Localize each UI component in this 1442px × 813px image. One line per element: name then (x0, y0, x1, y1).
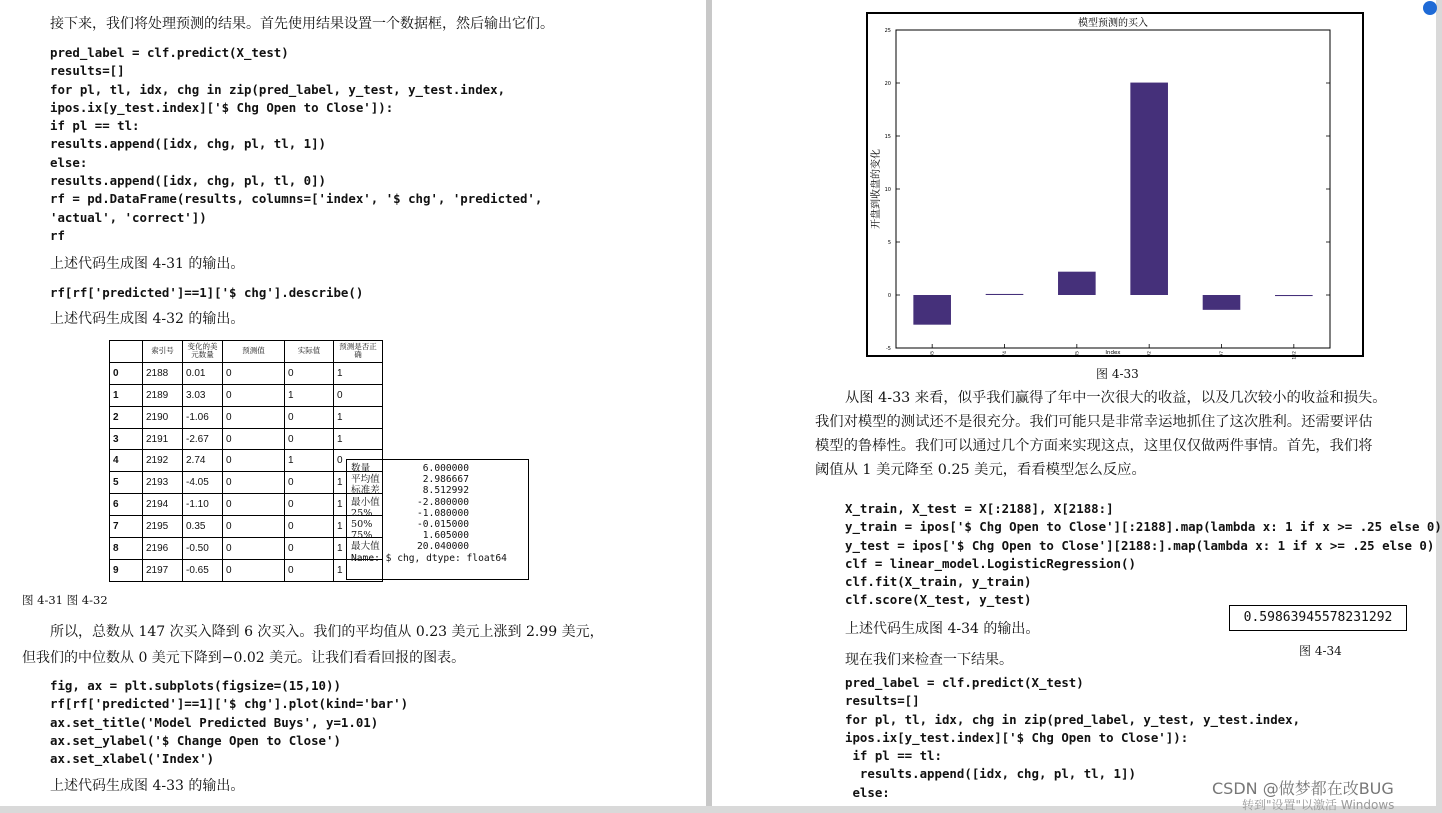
code4-line: clf.score(X_test, y_test) (845, 592, 1032, 608)
table-cell: 1 (334, 538, 383, 560)
table-header-cell: 索引号 (143, 341, 183, 363)
table-cell: 0 (285, 428, 334, 450)
table-cell: 1 (334, 362, 383, 384)
y-tick-label: 20 (884, 81, 891, 87)
figure-caption-4-31-4-32: 图 4-31 图 4-32 (22, 593, 108, 607)
table-cell: 0 (223, 450, 285, 472)
describe-row (351, 508, 528, 519)
table-row (110, 472, 383, 494)
table-row (110, 384, 383, 406)
code1-line: 'actual', 'correct']) (50, 209, 207, 225)
table-row (110, 450, 383, 472)
table-cell: -4.05 (183, 472, 223, 494)
paragraph-check-results: 现在我们来检查一下结果。 (845, 652, 1013, 668)
table-cell: 2196 (143, 538, 183, 560)
y-tick-label: -5 (886, 346, 891, 352)
y-tick-label: 0 (887, 293, 891, 299)
table-cell: 0 (285, 362, 334, 384)
paragraph-line-2: 但我们的中位数从 0 美元下降到−0.02 美元。让我们看看回报的图表。 (22, 650, 466, 666)
table-cell: 0 (285, 538, 334, 560)
table-cell: 0 (285, 516, 334, 538)
code1-line: results=[] (50, 63, 125, 79)
table-cell: 2192 (143, 450, 183, 472)
caption-fig-4-33: 上述代码生成图 4-33 的输出。 (50, 778, 245, 794)
y-axis-label: 开盘到收盘的变化 (871, 149, 882, 229)
bookmark-icon[interactable] (1422, 0, 1434, 18)
table-cell: -1.10 (183, 494, 223, 516)
table-cell: 0 (223, 406, 285, 428)
code3-line: ax.set_ylabel('$ Change Open to Close') (50, 732, 341, 748)
analysis-paragraph-line: 阈值从 1 美元降至 0.25 美元，看看模型怎么反应。 (815, 462, 1146, 478)
code-block-describe (50, 284, 363, 302)
table-cell: 0 (223, 559, 285, 581)
describe-stat-label: 最大值 (351, 541, 380, 553)
x-tick-label: 74 (1003, 351, 1008, 357)
table-cell: 2194 (143, 494, 183, 516)
code1-line: results.append([idx, chg, pl, tl, 1]) (50, 136, 327, 152)
windows-activation-watermark: 转到"设置"以激活 Windows (1242, 798, 1395, 812)
x-tick-label: 97 (1220, 351, 1225, 357)
bar-chart (868, 14, 1362, 360)
code4-line: y_test = ipos['$ Chg Open to Close'][2188:].map(lambda x: 1 if x >= .25 else 0) (845, 537, 1435, 553)
figure-caption-4-34: 图 4-34 (1299, 644, 1342, 658)
table-cell: -0.65 (183, 559, 223, 581)
code4-line: clf = linear_model.LogisticRegression() (845, 555, 1136, 571)
bar (1058, 272, 1096, 295)
table-cell: 0 (223, 362, 285, 384)
table-cell: 0 (223, 516, 285, 538)
bar (913, 295, 951, 325)
bar (986, 294, 1024, 295)
x-tick-label: 55 (930, 351, 936, 357)
table-cell: -0.50 (183, 538, 223, 560)
describe-row (351, 463, 528, 474)
code4-line: y_train = ipos['$ Chg Open to Close'][:2188].map(lambda x: 1 if x >= .25 else 0) (845, 519, 1442, 535)
caption-fig-4-34: 上述代码生成图 4-34 的输出。 (845, 621, 1040, 637)
table-cell: 3 (110, 428, 143, 450)
results-dataframe-table (109, 340, 383, 582)
table-cell: 0 (285, 472, 334, 494)
x-tick-label: 85 (1075, 351, 1081, 357)
describe-stat-value: 8.512992 (422, 485, 469, 497)
table-cell: 2197 (143, 559, 183, 581)
bar-chart-figure (866, 12, 1364, 360)
score-output: 0.59863945578231292 (1229, 605, 1407, 631)
table-row (110, 406, 383, 428)
code3-line: fig, ax = plt.subplots(figsize=(15,10)) (50, 678, 341, 693)
describe-row (351, 530, 528, 541)
code1-line: if pl == tl: (50, 118, 140, 134)
table-header-cell: 预测是否正确 (334, 341, 383, 363)
describe-stat-value: 20.040000 (417, 541, 469, 553)
table-row (110, 362, 383, 384)
code-block-threshold (845, 500, 1442, 610)
table-row (110, 538, 383, 560)
table-cell: 6 (110, 494, 143, 516)
describe-row (351, 485, 528, 496)
describe-stat-value: -2.800000 (417, 496, 469, 508)
bar (1130, 83, 1168, 295)
code5-line: pred_label = clf.predict(X_test) (845, 675, 1084, 690)
table-row (110, 516, 383, 538)
table-row (110, 559, 383, 581)
table-cell: 0 (285, 494, 334, 516)
y-tick-label: 25 (884, 28, 891, 34)
table-cell: 0 (223, 384, 285, 406)
table-cell: -2.67 (183, 428, 223, 450)
y-tick-label: 10 (884, 187, 891, 193)
code3-line: ax.set_xlabel('Index') (50, 751, 215, 767)
chart-title: 模型预测的买入 (1078, 18, 1148, 29)
code3-line: ax.set_title('Model Predicted Buys', y=1.01) (50, 714, 379, 730)
table-cell: 1 (334, 494, 383, 516)
table-cell: 2193 (143, 472, 183, 494)
intro-text: 接下来，我们将处理预测的结果。首先使用结果设置一个数据框，然后输出它们。 (50, 16, 554, 32)
describe-stat-value: 6.000000 (422, 463, 469, 474)
code1-line: else: (50, 154, 88, 170)
code1-line: rf (50, 227, 65, 243)
right-page (712, 0, 1442, 812)
code1-line: pred_label = clf.predict(X_test) (50, 45, 289, 60)
table-cell: 0.01 (183, 362, 223, 384)
table-cell: 1 (334, 472, 383, 494)
code1-line: rf = pd.DataFrame(results, columns=['index', '$ chg', 'predicted', (50, 191, 543, 207)
y-tick-label: 5 (887, 240, 891, 246)
table-cell: 0 (285, 559, 334, 581)
table-row (110, 428, 383, 450)
describe-stat-value: 2.986667 (422, 474, 469, 486)
bar (1203, 295, 1241, 310)
table-cell: 2191 (143, 428, 183, 450)
code1-line: ipos.ix[y_test.index]['$ Chg Open to Close']): (50, 99, 394, 115)
describe-stat-value: -0.015000 (417, 519, 469, 531)
table-header-cell: 变化的美元数量 (183, 341, 223, 363)
table-header-cell: 实际值 (285, 341, 334, 363)
describe-stat-value: -1.080000 (417, 507, 469, 519)
code5-line: results=[] (845, 693, 920, 709)
code5-line: for pl, tl, idx, chg in zip(pred_label, y_test, y_test.index, (845, 711, 1301, 727)
table-cell: 7 (110, 516, 143, 538)
describe-row (351, 497, 528, 508)
table-cell: 2189 (143, 384, 183, 406)
table-cell: 0 (223, 472, 285, 494)
table-cell: 1 (334, 559, 383, 581)
describe-row (351, 519, 528, 530)
code3-line: rf[rf['predicted']==1]['$ chg'].plot(kind='bar') (50, 696, 409, 712)
table-cell: 0 (110, 362, 143, 384)
code5-line: ipos.ix[y_test.index]['$ Chg Open to Close']): (845, 729, 1189, 745)
figure-caption-4-33: 图 4-33 (1096, 367, 1139, 381)
table-cell: 0 (223, 494, 285, 516)
table-cell: 2195 (143, 516, 183, 538)
table-cell: 0 (223, 538, 285, 560)
table-cell: 1 (285, 450, 334, 472)
describe-stat-label: 最小值 (351, 496, 380, 508)
table-cell: 1 (110, 384, 143, 406)
table-row (110, 494, 383, 516)
code1-line: for pl, tl, idx, chg in zip(pred_label, y_test, y_test.index, (50, 81, 506, 97)
code5-line: if pl == tl: (845, 748, 942, 764)
describe-footer: Name: $ chg, dtype: float64 (351, 552, 507, 564)
describe-stat-value: 1.605000 (422, 530, 469, 542)
plot-frame (896, 30, 1330, 348)
table-cell: 9 (110, 559, 143, 581)
table-cell: 1 (334, 406, 383, 428)
code4-line: clf.fit(X_train, y_train) (845, 574, 1032, 590)
table-cell: 8 (110, 538, 143, 560)
x-tick-label: 102 (1292, 351, 1298, 360)
left-page (0, 0, 706, 806)
table-cell: 1 (334, 516, 383, 538)
describe-stat-label: 平均值 (351, 474, 380, 486)
code1-line: results.append([idx, chg, pl, tl, 0]) (50, 173, 327, 189)
table-cell: 2190 (143, 406, 183, 428)
code-block-dataframe (50, 44, 542, 245)
table-cell: 4 (110, 450, 143, 472)
analysis-paragraph-line: 我们对模型的测试还不是很充分。我们可能只是非常幸运地抓住了这次胜利。还需要评估 (815, 414, 1373, 430)
describe-output (346, 459, 529, 580)
bar (1275, 295, 1313, 296)
x-tick-label: 92 (1147, 351, 1153, 357)
describe-stat-label: 25% (351, 507, 373, 519)
code4-line: X_train, X_test = X[:2188], X[2188:] (845, 501, 1114, 516)
describe-row (351, 541, 528, 552)
table-cell: 2.74 (183, 450, 223, 472)
table-cell: 0 (334, 450, 383, 472)
x-axis-label: Index (1105, 350, 1121, 356)
code5-line: else: (845, 784, 890, 800)
analysis-paragraph-line: 从图 4-33 来看，似乎我们赢得了年中一次很大的收益，以及几次较小的收益和损失。 (845, 390, 1387, 406)
table-cell: 0.35 (183, 516, 223, 538)
describe-stat-label: 50% (351, 519, 373, 531)
describe-stat-label: 75% (351, 530, 373, 542)
caption-fig-4-31: 上述代码生成图 4-31 的输出。 (50, 256, 245, 272)
table-cell: 3.03 (183, 384, 223, 406)
csdn-watermark: CSDN @做梦都在改BUG (1212, 779, 1394, 798)
describe-row (351, 474, 528, 485)
table-cell: 1 (285, 384, 334, 406)
table-cell: -1.06 (183, 406, 223, 428)
table-cell: 0 (285, 406, 334, 428)
table-header-cell: 预测值 (223, 341, 285, 363)
caption-fig-4-32: 上述代码生成图 4-32 的输出。 (50, 311, 245, 327)
table-cell: 0 (334, 384, 383, 406)
table-cell: 2188 (143, 362, 183, 384)
describe-stat-label: 标准差 (351, 485, 380, 497)
code-block-plot (50, 677, 408, 768)
table-cell: 2 (110, 406, 143, 428)
table-cell: 0 (223, 428, 285, 450)
table-header-cell (110, 341, 143, 363)
code2-line: rf[rf['predicted']==1]['$ chg'].describe() (50, 285, 364, 300)
describe-stat-label: 数量 (351, 463, 371, 474)
analysis-paragraph-line: 模型的鲁棒性。我们可以通过几个方面来实现这点，这里仅仅做两件事情。首先，我们将 (815, 438, 1373, 454)
table-cell: 5 (110, 472, 143, 494)
y-tick-label: 15 (884, 134, 891, 140)
code5-line: results.append([idx, chg, pl, tl, 1]) (845, 766, 1136, 782)
table-cell: 1 (334, 428, 383, 450)
paragraph-line-1: 所以，总数从 147 次买入降到 6 次买入。我们的平均值从 0.23 美元上涨到 2.99 美元， (50, 624, 604, 640)
